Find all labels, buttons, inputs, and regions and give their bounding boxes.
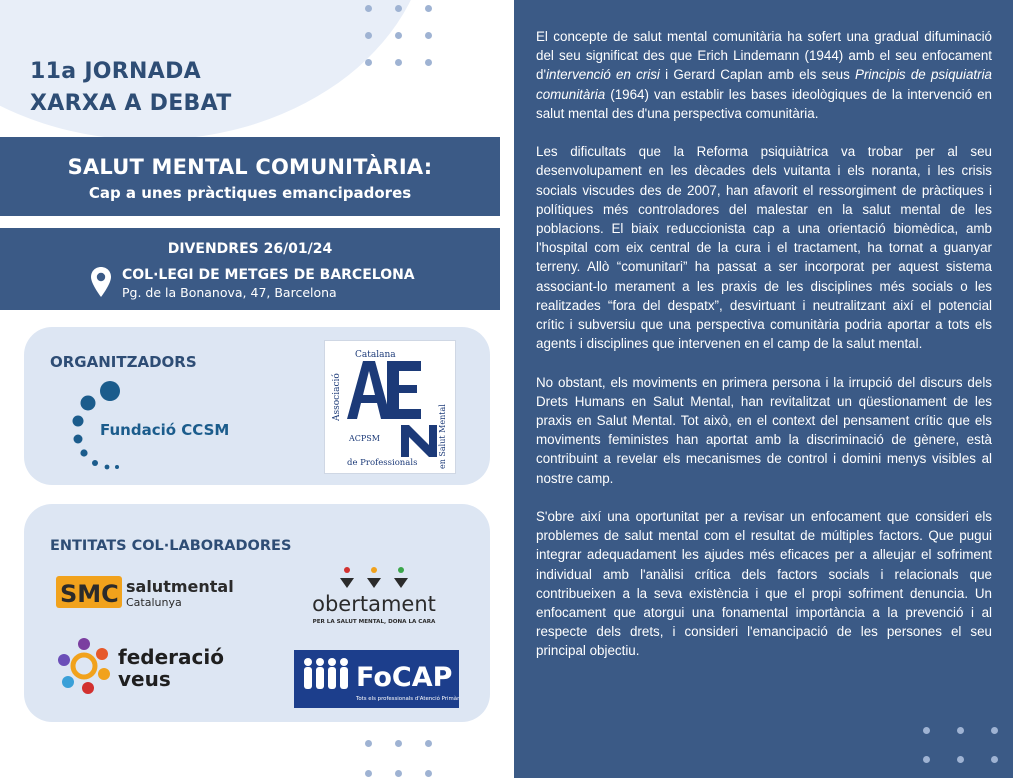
event-title-line2: XARXA A DEBAT: [30, 91, 232, 116]
smc-line2: Catalunya: [126, 596, 182, 609]
obertament-logo: [304, 566, 444, 630]
smc-logo: [56, 574, 236, 614]
organizers-card: [24, 327, 490, 485]
article-text: [536, 27, 992, 661]
aen-acpsm-logo: [324, 340, 456, 474]
federacio-veus-logo-graphic: [54, 634, 234, 698]
theme-title: SALUT MENTAL COMUNITÀRIA:: [67, 155, 433, 179]
aen-top-text: Catalana: [355, 350, 396, 360]
aen-left-text: Associació: [332, 373, 342, 421]
decorative-dots-right: [923, 727, 998, 763]
veus-line2: veus: [118, 667, 171, 691]
event-venue: COL·LEGI DE METGES DE BARCELONA: [122, 267, 415, 283]
focap-people-icon: [304, 658, 348, 689]
decorative-dots-bottom: [365, 740, 432, 777]
event-address: Pg. de la Bonanova, 47, Barcelona: [122, 285, 337, 300]
aen-letter-n: [401, 425, 437, 457]
aen-bottom-text: de Professionals: [347, 458, 418, 468]
aen-logo-graphic: [325, 341, 455, 473]
veus-line1: federació: [118, 645, 224, 669]
focap-name: FoCAP: [356, 662, 453, 693]
collaborators-card: [24, 504, 490, 722]
obertament-name: obertament: [312, 592, 436, 616]
aen-right-text: en Salut Mental: [438, 404, 447, 469]
fundacio-ccsm-name: Fundació CCSM: [100, 421, 230, 439]
smc-line1: salutmental: [126, 577, 234, 596]
article-paragraph-2: Les dificultats que la Reforma psiquiàtrica va trobar per al seu desenvolupament en les dècades dels vuitanta i els noranta, i les crisis socials viscudes des de 2007, han afavorit el ressorgiment de pràctiques i polítiques més controladores del malestar en la salut mental de les poblacions. El biaix reduccionista cap a una orientació biomèdica, amb l'hospital com eix central de la cura i el tractament, ha tornat a guanyar terreny. Allò “comunitari” ha passat a ser incorporat per aquest sistema associant-lo merament a les praxis de les disciplines més socials o les realitzades “fora del despatx”, desvirtuant i neutralitzant així el potencial crític i subversiu que una perspectiva comunitària podria aportar a tots els agents i disciplines que intervenen en el camp de la salut mental.: [536, 144, 992, 352]
smc-logo-graphic: [56, 574, 236, 610]
info-banner: [0, 228, 500, 310]
article-paragraph-4: S'obre així una oportunitat per a revisar un enfocament que consideri els problemes de salut mental com el resultat de múltiples factors. Que pugui integrar adequadament les ajudes més eficaces per a alleujar el sofriment individual amb l'anàlisi crítica dels factors socials i relacionals que contribueixen a la seva existència i que el propi sofriment denuncia. Un enfocament que atorgui una fonamental importància a la prevenció i al respecte dels drets, i consideri l'emancipació de les persones el seu principal objectiu.: [536, 509, 992, 659]
obertament-tagline: PER LA SALUT MENTAL, DONA LA CARA: [312, 619, 436, 625]
obertament-people-icon: [340, 567, 408, 588]
map-pin-icon: [90, 266, 112, 298]
obertament-logo-graphic: [304, 566, 444, 626]
organizers-heading: ORGANITZADORS: [50, 353, 197, 371]
article-paragraph-1: [536, 27, 992, 123]
veus-people-ring-icon: [58, 638, 110, 694]
aen-letter-a: [347, 361, 391, 419]
article-p1-italic-2: Principis de psiquiatria comunitària: [536, 67, 992, 102]
event-date: DIVENDRES 26/01/24: [167, 241, 333, 257]
event-title-line1: 11a JORNADA: [30, 59, 201, 84]
aen-letter-e: [387, 361, 421, 419]
article-p1-italic-1: intervenció en crisi: [546, 67, 660, 83]
collaborators-heading: ENTITATS COL·LABORADORES: [50, 538, 292, 554]
event-title: [30, 56, 232, 120]
decorative-dots-top: [365, 0, 432, 66]
focap-tagline: Tots els professionals d'Atenció Primària: [356, 696, 459, 702]
right-panel: [514, 0, 1013, 778]
federacio-veus-logo: [54, 634, 234, 702]
focap-logo: [294, 650, 459, 708]
article-p1-part-c: (1964) van establir les bases ideològiques de la intervenció en salut mental des d'una perspectiva comunitària.: [536, 86, 992, 121]
smc-mark: SMC: [60, 580, 119, 608]
aen-acpsm-text: ACPSM: [349, 434, 380, 443]
theme-subtitle: Cap a unes pràctiques emancipadores: [88, 184, 412, 202]
article-p1-part-a: El concepte de salut mental comunitària ha sofert una gradual difuminació del seu significat des que Erich Lindemann (1944) amb el seu enfocament d': [536, 29, 992, 83]
theme-banner: [0, 137, 500, 219]
focap-logo-graphic: [294, 650, 459, 708]
article-p1-part-b: i Gerard Caplan amb els seus: [659, 67, 856, 83]
article-paragraph-3: No obstant, els moviments en primera persona i la irrupció del discurs dels Drets Humans en Salut Mental, han revitalitzat un qüestionament de les praxis en Salut Mental. Tot això, en el context del pensament crític que els moviments feministes han aportat amb la discriminació de gènere, està contribuint a revelar els mecanismes de control i domini menys visibles al nostre camp.: [536, 374, 992, 486]
